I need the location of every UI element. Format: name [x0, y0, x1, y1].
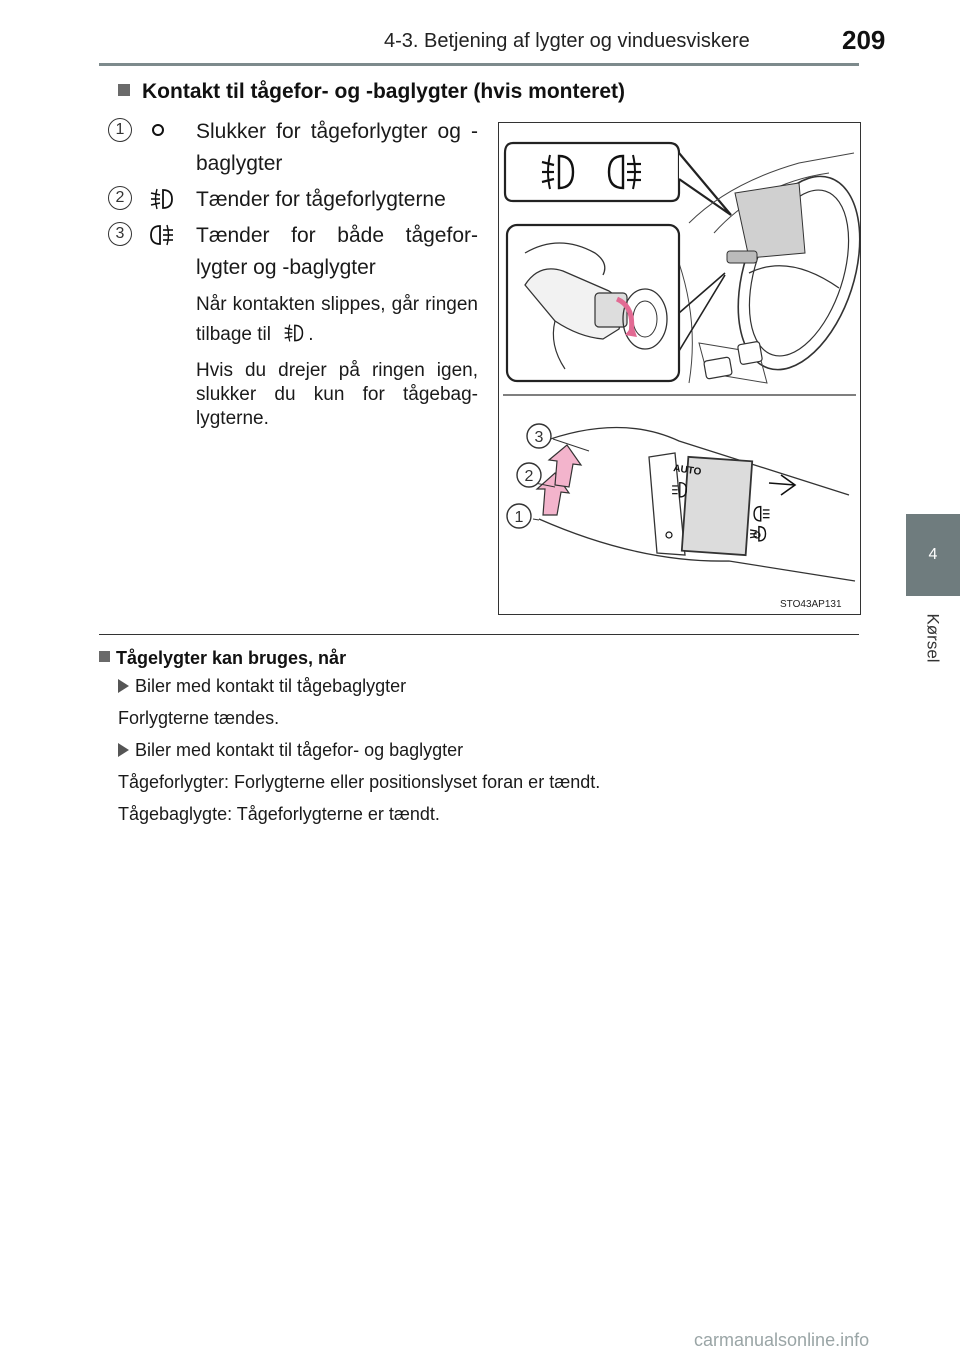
item-text-2: Tænder for tågeforlygterne	[196, 188, 446, 211]
item-text-3: Tænder for både tågefor-lygter og -baglygter	[196, 224, 478, 279]
page-number: 209	[842, 25, 886, 55]
switch-auto-label: AUTO	[672, 463, 702, 478]
stalk-rear-fog-icon	[754, 507, 769, 521]
square-bullet-icon	[118, 84, 130, 96]
section-heading	[118, 80, 625, 104]
body-line: Tågeforlygter: Forlygterne eller positionslyset foran er tændt.	[118, 772, 601, 792]
step-number-2: 2	[108, 186, 132, 210]
chapter-label-text: Kørsel	[924, 613, 943, 663]
chapter-number: 4	[928, 546, 938, 563]
sub-heading-1-text: Biler med kontakt til tågebaglygter	[135, 676, 407, 696]
sub-heading-2-text: Biler med kontakt til tågefor- og baglygter	[135, 740, 464, 760]
note-release	[196, 290, 478, 354]
body-line: Forlygterne tændes.	[118, 708, 280, 728]
square-bullet-icon	[99, 651, 110, 662]
header-title: 4-3. Betjening af lygter og vinduesviskere	[384, 30, 750, 52]
body-line: Tågebaglygte: Tågeforlygterne er tændt.	[118, 804, 440, 824]
rear-fog-icon	[148, 222, 176, 253]
front-fog-inline-icon	[282, 322, 306, 354]
fog-switch-illustration	[499, 123, 860, 614]
callout-1: 1	[514, 509, 524, 526]
illustration-frame	[498, 122, 861, 615]
step-number-3: 3	[108, 222, 132, 246]
note-release-end: .	[308, 324, 314, 345]
info-heading-text: Tågelygter kan bruges, når	[116, 648, 347, 668]
info-heading	[99, 648, 346, 669]
off-circle-icon	[148, 120, 168, 145]
sub-heading-1	[118, 676, 406, 697]
step-number-1: 1	[108, 118, 132, 142]
sub-heading-2	[118, 740, 463, 761]
header-rule	[99, 63, 859, 66]
watermark: carmanualsonline.info	[694, 1330, 870, 1350]
stalk-front-fog-icon	[750, 527, 765, 541]
chapter-tab[interactable]	[906, 514, 960, 596]
figure-code: STO43AP131	[780, 599, 842, 610]
triangle-bullet-icon	[118, 743, 129, 757]
callout-3: 3	[534, 429, 544, 446]
callout-2: 2	[524, 468, 534, 485]
note-turn: Hvis du drejer på ringen igen, slukker du kun for tågebag-lygterne.	[196, 360, 478, 429]
section-heading-text: Kontakt til tågefor- og -baglygter (hvis monteret)	[142, 80, 626, 103]
triangle-bullet-icon	[118, 679, 129, 693]
front-fog-icon	[148, 186, 176, 217]
chapter-label	[906, 598, 960, 678]
note-release-text: Når kontakten slippes, går ringen tilbage til	[196, 294, 478, 345]
section-rule	[99, 634, 859, 635]
item-text-1: Slukker for tågeforlygter og -baglygter	[196, 120, 478, 175]
